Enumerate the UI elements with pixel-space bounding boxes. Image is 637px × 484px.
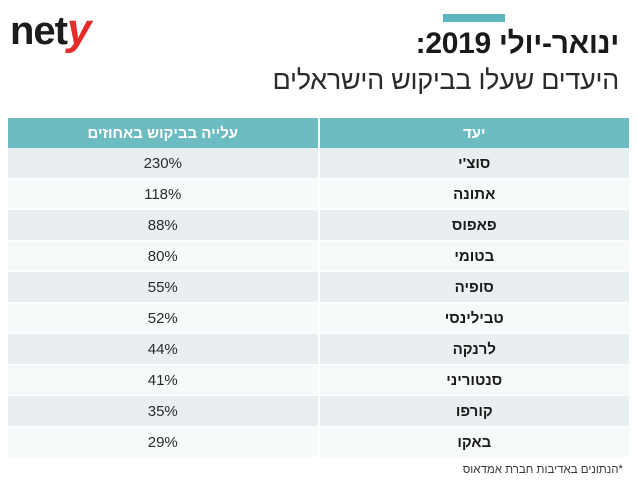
- demand-increase-table: [8, 118, 629, 458]
- table-row: [8, 396, 629, 427]
- cell-increase: 44%: [8, 334, 319, 365]
- logo-y-letter: y: [67, 5, 91, 54]
- cell-increase: 55%: [8, 272, 319, 303]
- table-row: [8, 148, 629, 179]
- cell-increase: 41%: [8, 365, 319, 396]
- page-title: ינואר-יולי 2019:: [415, 27, 619, 60]
- table-row: [8, 272, 629, 303]
- logo-net-text: net: [10, 9, 67, 53]
- cell-increase: 52%: [8, 303, 319, 334]
- table-body: [8, 148, 629, 458]
- cell-increase: 118%: [8, 179, 319, 210]
- cell-increase: 88%: [8, 210, 319, 241]
- column-header-destination: יעד: [319, 118, 630, 148]
- cell-destination: סופיה: [319, 272, 630, 303]
- cell-destination: טבילינסי: [319, 303, 630, 334]
- table-header-row: [8, 118, 629, 148]
- cell-increase: 35%: [8, 396, 319, 427]
- cell-destination: בטומי: [319, 241, 630, 272]
- table-row: [8, 210, 629, 241]
- table-row: [8, 241, 629, 272]
- title-block: [59, 26, 619, 97]
- cell-destination: קורפו: [319, 396, 630, 427]
- cell-increase: 230%: [8, 148, 319, 179]
- cell-increase: 29%: [8, 427, 319, 458]
- title-accent-bar: [443, 14, 505, 22]
- data-table-wrapper: [8, 118, 629, 458]
- cell-increase: 80%: [8, 241, 319, 272]
- table-row: [8, 334, 629, 365]
- table-row: [8, 365, 629, 396]
- table-row: [8, 427, 629, 458]
- cell-destination: לרנקה: [319, 334, 630, 365]
- table-header: [8, 118, 629, 148]
- cell-destination: אתונה: [319, 179, 630, 210]
- cell-destination: סנטוריני: [319, 365, 630, 396]
- source-footnote: *הנתונים באדיבות חברת אמדאוס: [462, 464, 623, 476]
- cell-destination: פאפוס: [319, 210, 630, 241]
- page-subtitle: היעדים שעלו בביקוש הישראלים: [272, 64, 619, 95]
- column-header-increase: עלייה בביקוש באחוזים: [8, 118, 319, 148]
- cell-destination: באקו: [319, 427, 630, 458]
- table-row: [8, 303, 629, 334]
- table-row: [8, 179, 629, 210]
- cell-destination: סוצ'י: [319, 148, 630, 179]
